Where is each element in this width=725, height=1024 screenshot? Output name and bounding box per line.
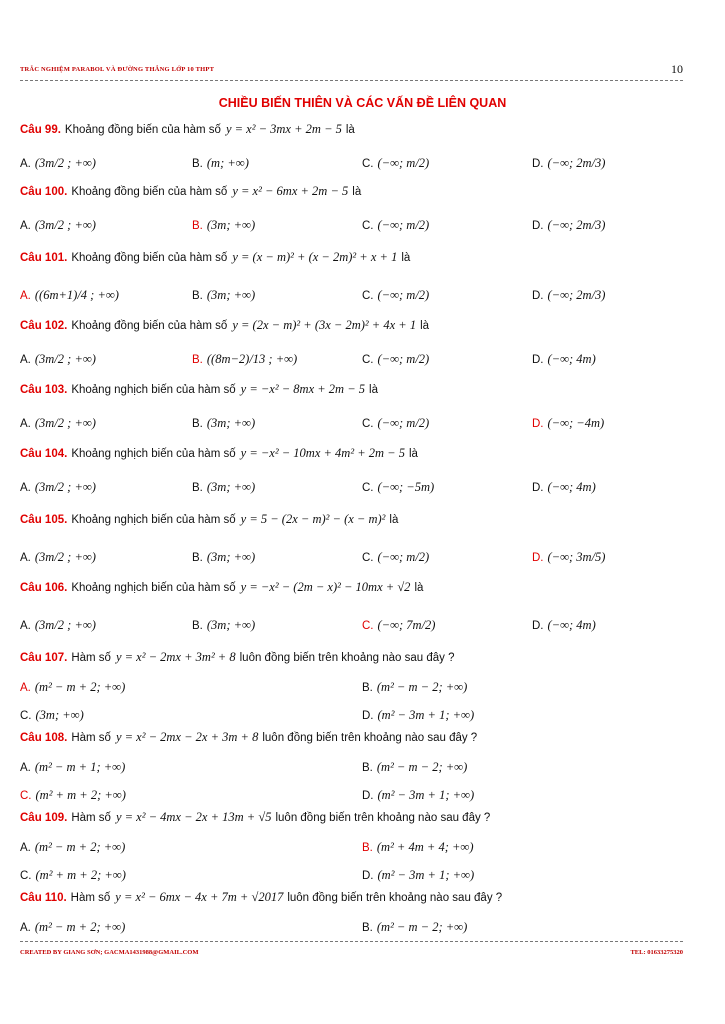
option-value: (3m; +∞) xyxy=(206,288,256,302)
option-d[interactable] xyxy=(532,156,605,171)
option-label: B. xyxy=(192,551,203,564)
question-tail: là xyxy=(408,448,418,460)
question-104 xyxy=(20,446,418,461)
option-d[interactable] xyxy=(362,868,474,883)
question-tail: là xyxy=(414,582,424,594)
option-label: C. xyxy=(362,289,374,302)
option-value: (3m; +∞) xyxy=(35,708,84,722)
option-c[interactable] xyxy=(362,218,429,233)
option-label: A. xyxy=(20,481,31,494)
option-value: (3m; +∞) xyxy=(206,218,256,232)
option-label: C. xyxy=(362,619,374,632)
option-b[interactable] xyxy=(192,416,255,431)
option-value: (m² + m + 2; +∞) xyxy=(35,868,126,882)
question-110 xyxy=(20,890,502,905)
option-b[interactable] xyxy=(362,840,474,855)
question-tail: là xyxy=(352,186,362,198)
option-label: D. xyxy=(532,619,544,632)
option-value: (m² − 3m + 1; +∞) xyxy=(377,788,475,802)
option-d[interactable] xyxy=(532,618,596,633)
option-label: A. xyxy=(20,157,31,170)
page-number: 10 xyxy=(671,62,683,76)
option-c[interactable] xyxy=(362,550,429,565)
question-number: Câu 108. xyxy=(20,732,68,744)
question-text: Hàm số xyxy=(71,732,111,744)
option-d[interactable] xyxy=(532,218,605,233)
option-value: (−∞; 3m/5) xyxy=(547,550,606,564)
option-b[interactable] xyxy=(362,920,467,935)
question-tail: luôn đồng biến trên khoảng nào sau đây ? xyxy=(287,892,503,904)
option-label: B. xyxy=(192,289,203,302)
option-label: A. xyxy=(20,353,31,366)
question-number: Câu 105. xyxy=(20,514,68,526)
question-text: Khoảng nghịch biến của hàm số xyxy=(71,514,236,526)
option-b[interactable] xyxy=(362,680,467,695)
option-value: (3m/2 ; +∞) xyxy=(34,218,96,232)
option-value: (−∞; −4m) xyxy=(547,416,605,430)
question-formula: y = (2x − m)² + (3x − 2m)² + 4x + 1 xyxy=(232,318,417,332)
question-formula: y = 5 − (2x − m)² − (x − m)² xyxy=(240,512,386,526)
question-text: Khoảng đồng biến của hàm số xyxy=(71,252,228,264)
footer-author: CREATED BY GIANG SƠN; GACMA1431988@GMAIL.COM xyxy=(20,949,199,956)
question-formula: y = −x² − 10mx + 4m² + 2m − 5 xyxy=(240,446,405,460)
option-value: (−∞; 2m/3) xyxy=(547,288,606,302)
option-label: A. xyxy=(20,551,31,564)
option-a[interactable] xyxy=(20,680,125,695)
option-d[interactable] xyxy=(532,550,605,565)
option-value: (3m/2 ; +∞) xyxy=(34,550,96,564)
option-c[interactable] xyxy=(362,288,429,303)
question-tail: luôn đồng biến trên khoảng nào sau đây ? xyxy=(239,652,455,664)
question-tail: luôn đồng biến trên khoảng nào sau đây ? xyxy=(275,812,491,824)
question-108 xyxy=(20,730,477,745)
option-value: ((8m−2)/13 ; +∞) xyxy=(206,352,298,366)
question-tail: luôn đồng biến trên khoảng nào sau đây ? xyxy=(262,732,478,744)
question-formula: y = (x − m)² + (x − 2m)² + x + 1 xyxy=(232,250,398,264)
option-value: (3m; +∞) xyxy=(206,550,256,564)
option-label: B. xyxy=(192,219,203,232)
option-b[interactable] xyxy=(192,618,255,633)
option-value: (−∞; 4m) xyxy=(547,618,596,632)
question-text: Hàm số xyxy=(71,812,111,824)
question-tail: là xyxy=(420,320,430,332)
option-value: (−∞; 2m/3) xyxy=(547,218,606,232)
question-formula: y = x² − 3mx + 2m − 5 xyxy=(225,122,342,136)
option-value: ((6m+1)/4 ; +∞) xyxy=(34,288,119,302)
option-c[interactable] xyxy=(362,352,429,367)
option-value: (3m/2 ; +∞) xyxy=(34,618,96,632)
option-a[interactable] xyxy=(20,618,96,633)
option-a[interactable] xyxy=(20,760,125,775)
option-c[interactable] xyxy=(362,416,429,431)
option-b[interactable] xyxy=(192,288,255,303)
question-103 xyxy=(20,382,378,397)
option-d[interactable] xyxy=(362,708,474,723)
question-102 xyxy=(20,318,429,333)
question-tail: là xyxy=(345,124,355,136)
option-a[interactable] xyxy=(20,218,96,233)
option-label: D. xyxy=(362,789,374,802)
question-text: Khoảng nghịch biến của hàm số xyxy=(71,384,236,396)
question-text: Khoảng nghịch biến của hàm số xyxy=(71,582,236,594)
question-tail: là xyxy=(369,384,378,396)
question-107 xyxy=(20,650,454,665)
option-label: C. xyxy=(362,417,374,430)
option-value: (−∞; 4m) xyxy=(547,480,596,494)
option-label: D. xyxy=(532,551,544,564)
option-label: A. xyxy=(20,619,31,632)
question-number: Câu 100. xyxy=(20,186,68,198)
option-a[interactable] xyxy=(20,416,96,431)
option-d[interactable] xyxy=(532,416,604,431)
option-c[interactable] xyxy=(20,708,84,723)
option-value: (−∞; 2m/3) xyxy=(547,156,606,170)
option-a[interactable] xyxy=(20,550,96,565)
question-tail: là xyxy=(389,514,399,526)
option-label: B. xyxy=(362,681,373,694)
option-c[interactable] xyxy=(362,480,434,495)
option-value: (m² + 4m + 4; +∞) xyxy=(376,840,474,854)
option-label: C. xyxy=(362,219,374,232)
question-number: Câu 104. xyxy=(20,448,68,460)
option-value: (m² − m − 2; +∞) xyxy=(376,920,468,934)
option-b[interactable] xyxy=(192,156,249,171)
option-label: C. xyxy=(20,789,32,802)
option-b[interactable] xyxy=(192,480,255,495)
option-label: C. xyxy=(362,481,374,494)
option-a[interactable] xyxy=(20,288,119,303)
question-text: Hàm số xyxy=(70,892,111,904)
question-formula: y = x² − 2mx + 3m² + 8 xyxy=(115,650,236,664)
section-title: CHIỀU BIẾN THIÊN VÀ CÁC VẤN ĐỀ LIÊN QUAN xyxy=(218,96,507,110)
question-formula: y = x² − 2mx − 2x + 3m + 8 xyxy=(115,730,259,744)
option-label: D. xyxy=(532,417,544,430)
header-divider xyxy=(20,80,683,81)
option-label: B. xyxy=(192,619,203,632)
option-label: A. xyxy=(20,841,31,854)
option-c[interactable] xyxy=(362,156,429,171)
option-value: (m² − m + 2; +∞) xyxy=(34,920,126,934)
option-value: (3m/2 ; +∞) xyxy=(34,156,96,170)
option-value: (3m; +∞) xyxy=(206,480,256,494)
option-a[interactable] xyxy=(20,352,96,367)
option-value: (−∞; −5m) xyxy=(377,480,435,494)
option-label: C. xyxy=(362,551,374,564)
question-100 xyxy=(20,184,361,199)
option-label: B. xyxy=(192,417,203,430)
option-label: B. xyxy=(362,841,373,854)
question-number: Câu 107. xyxy=(20,652,68,664)
question-text: Khoảng đồng biến của hàm số xyxy=(64,124,221,136)
option-label: A. xyxy=(20,289,31,302)
option-value: (3m/2 ; +∞) xyxy=(34,352,96,366)
option-c[interactable] xyxy=(20,868,126,883)
option-label: D. xyxy=(362,709,374,722)
option-label: C. xyxy=(20,869,32,882)
question-105 xyxy=(20,512,398,527)
option-label: A. xyxy=(20,761,31,774)
option-c[interactable] xyxy=(362,618,435,633)
option-label: B. xyxy=(192,157,203,170)
option-value: (3m/2 ; +∞) xyxy=(34,416,96,430)
option-b[interactable] xyxy=(192,550,255,565)
option-label: D. xyxy=(532,353,544,366)
option-value: (m² − m − 2; +∞) xyxy=(376,760,468,774)
option-label: D. xyxy=(362,869,374,882)
question-formula: y = x² − 4mx − 2x + 13m + √5 xyxy=(115,810,272,824)
question-109 xyxy=(20,810,490,825)
option-value: (m² − 3m + 1; +∞) xyxy=(377,868,475,882)
option-label: D. xyxy=(532,481,544,494)
option-value: (m; +∞) xyxy=(206,156,249,170)
question-number: Câu 103. xyxy=(20,384,68,396)
question-101 xyxy=(20,250,410,265)
option-value: (m² − 3m + 1; +∞) xyxy=(377,708,475,722)
option-label: C. xyxy=(362,353,374,366)
question-text: Hàm số xyxy=(71,652,111,664)
option-value: (−∞; m/2) xyxy=(377,218,430,232)
question-formula: y = −x² − 8mx + 2m − 5 xyxy=(240,382,366,396)
option-value: (−∞; m/2) xyxy=(377,550,430,564)
option-a[interactable] xyxy=(20,480,96,495)
option-d[interactable] xyxy=(532,352,596,367)
option-value: (−∞; 4m) xyxy=(547,352,596,366)
option-value: (−∞; m/2) xyxy=(377,156,430,170)
header-title: TRẮC NGHIỆM PARABOL VÀ ĐƯỜNG THẲNG LỚP 10 THPT xyxy=(20,66,215,73)
option-c[interactable] xyxy=(20,788,126,803)
question-number: Câu 109. xyxy=(20,812,68,824)
option-a[interactable] xyxy=(20,920,125,935)
question-106 xyxy=(20,580,423,595)
footer-divider xyxy=(20,941,683,942)
option-label: A. xyxy=(20,417,31,430)
option-d[interactable] xyxy=(362,788,474,803)
question-formula: y = −x² − (2m − x)² − 10mx + √2 xyxy=(240,580,411,594)
option-label: B. xyxy=(362,761,373,774)
option-label: A. xyxy=(20,219,31,232)
option-value: (−∞; m/2) xyxy=(377,288,430,302)
question-text: Khoảng đồng biến của hàm số xyxy=(71,186,228,198)
option-value: (3m/2 ; +∞) xyxy=(34,480,96,494)
option-d[interactable] xyxy=(532,480,596,495)
option-value: (m² + m + 2; +∞) xyxy=(35,788,126,802)
question-tail: là xyxy=(401,252,411,264)
question-number: Câu 99. xyxy=(20,124,61,136)
option-label: C. xyxy=(362,157,374,170)
question-text: Khoảng nghịch biến của hàm số xyxy=(71,448,236,460)
question-formula: y = x² − 6mx − 4x + 7m + √2017 xyxy=(115,890,284,904)
question-number: Câu 102. xyxy=(20,320,68,332)
option-label: D. xyxy=(532,289,544,302)
option-value: (3m; +∞) xyxy=(206,618,256,632)
option-value: (−∞; m/2) xyxy=(377,352,430,366)
option-value: (3m; +∞) xyxy=(206,416,256,430)
option-value: (m² − m + 2; +∞) xyxy=(34,840,126,854)
option-label: A. xyxy=(20,681,31,694)
question-formula: y = x² − 6mx + 2m − 5 xyxy=(232,184,349,198)
option-label: A. xyxy=(20,921,31,934)
option-b[interactable] xyxy=(362,760,467,775)
footer-phone: TEL: 01633275320 xyxy=(630,949,683,956)
option-value: (m² − m + 2; +∞) xyxy=(34,680,126,694)
question-text: Khoảng đồng biến của hàm số xyxy=(71,320,228,332)
question-number: Câu 101. xyxy=(20,252,68,264)
option-value: (m² − m − 2; +∞) xyxy=(376,680,468,694)
question-number: Câu 110. xyxy=(20,892,67,904)
option-a[interactable] xyxy=(20,840,125,855)
option-d[interactable] xyxy=(532,288,605,303)
option-value: (−∞; 7m/2) xyxy=(377,618,436,632)
option-a[interactable] xyxy=(20,156,96,171)
question-number: Câu 106. xyxy=(20,582,68,594)
option-value: (m² − m + 1; +∞) xyxy=(34,760,126,774)
option-label: B. xyxy=(192,481,203,494)
option-label: C. xyxy=(20,709,32,722)
option-value: (−∞; m/2) xyxy=(377,416,430,430)
option-label: D. xyxy=(532,219,544,232)
option-b[interactable] xyxy=(192,218,255,233)
option-label: D. xyxy=(532,157,544,170)
option-label: B. xyxy=(362,921,373,934)
option-label: B. xyxy=(192,353,203,366)
option-b[interactable] xyxy=(192,352,297,367)
question-99 xyxy=(20,122,355,137)
